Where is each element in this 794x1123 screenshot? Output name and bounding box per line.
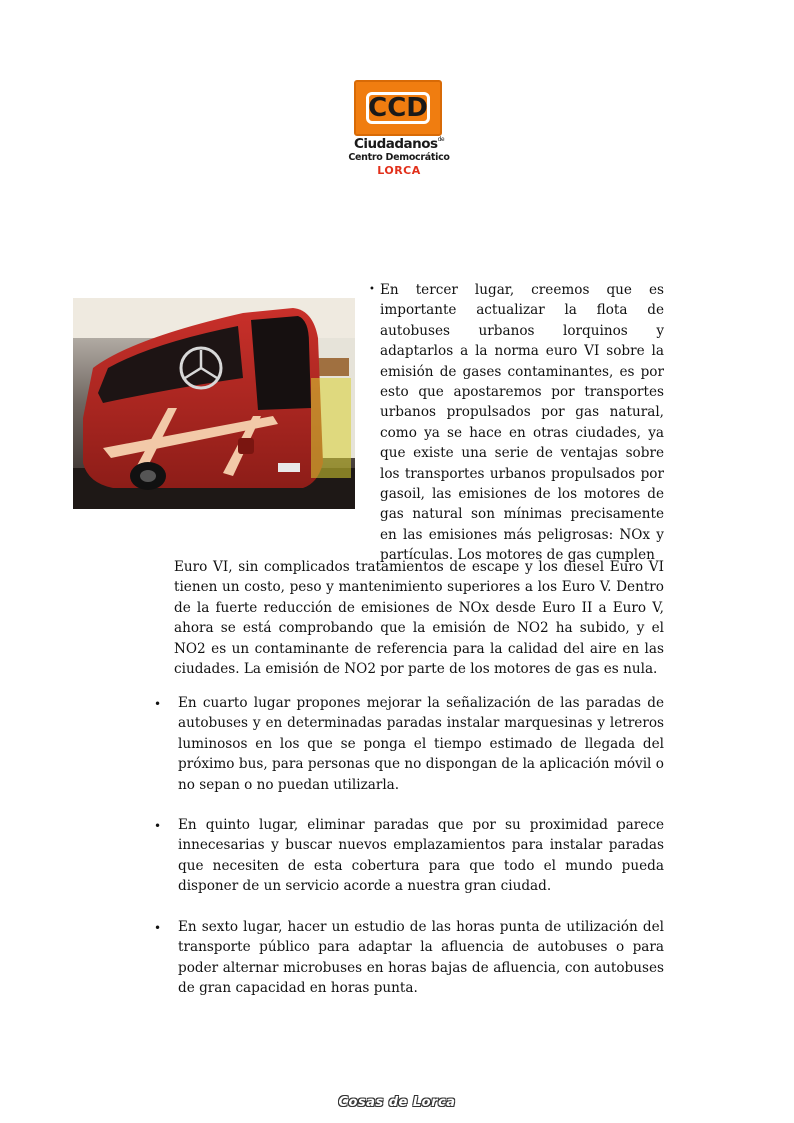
logo-line1-text: Ciudadanos [353,136,438,152]
bullet-marker: • [369,284,375,295]
bullet-marker: • [154,819,162,833]
ccd-logo [345,78,453,180]
bus-illustration [73,298,355,509]
logo-inner-frame [366,92,430,124]
paragraph-sexto-lugar: En sexto lugar, hacer un estudio de las horas punta de utilización del transporte público para adaptar la afluencia de autobuses o para poder alternar microbuses en horas bajas de afluencia, con autobuses de gran capacidad en horas punta. [178,919,664,997]
paragraph-cuarto-lugar: En cuarto lugar propones mejorar la señalización de las paradas de autobuses y en determinadas paradas instalar marquesinas y letreros luminosos en los que se ponga el tiempo estimado de llegada del próximo bus, para personas que no dispongan de la aplicación móvil o no sepan o no puedan utilizarla. [178,695,664,793]
logo-orange-box [354,80,442,136]
bullet-marker: • [154,921,162,935]
logo-line1-suffix: de [437,136,445,143]
footer-cosas-de-lorca: Cosas de Lorca [338,1095,456,1110]
logo-line-lorca: LORCA [377,164,421,177]
paragraph-euro-vi: Euro VI, sin complicados tratamientos de escape y los diesel Euro VI tienen un costo, peso y mantenimiento superiores a los Euro V. Dentro de la fuerte reducción de emisiones de NOx desde Euro II a Euro V, ahora se está comprobando que la emisión de NO2 ha subido, y el NO2 es un contaminante de referencia para la calidad del aire en las ciudades. La emisión de NO2 por parte de los motores de gas es nula. [174,559,664,678]
paragraph-quinto-lugar: En quinto lugar, eliminar paradas que por su proximidad parece innecesarias y buscar nuevos emplazamientos para instalar paradas que necesiten de esta cobertura para que todo el mundo pueda disponer de un servicio acorde a nuestra gran ciudad. [178,817,664,895]
bus-photo [73,298,355,509]
paragraph-tercer-lugar: En tercer lugar, creemos que es importante actualizar la flota de autobuses urbanos lorquinos y adaptarlos a la norma euro VI sobre la emisión de gases contaminantes, es por esto que apostaremos por transportes urbanos propulsados por gas natural, como ya se hace en otras ciudades, ya que existe una serie de ventajas sobre los transportes urbanos propulsados por gasoil, las emisiones de los motores de gas natural son mínimas precisamente en las emisiones más peligrosas: NOx y partículas. Los motores de gas cumplen [380,282,664,564]
bullet-marker: • [154,697,162,711]
logo-line-ciudadanos [345,136,453,152]
logo-abbr: CCD [368,93,428,123]
logo-line-centro: Centro Democrático [348,152,450,163]
